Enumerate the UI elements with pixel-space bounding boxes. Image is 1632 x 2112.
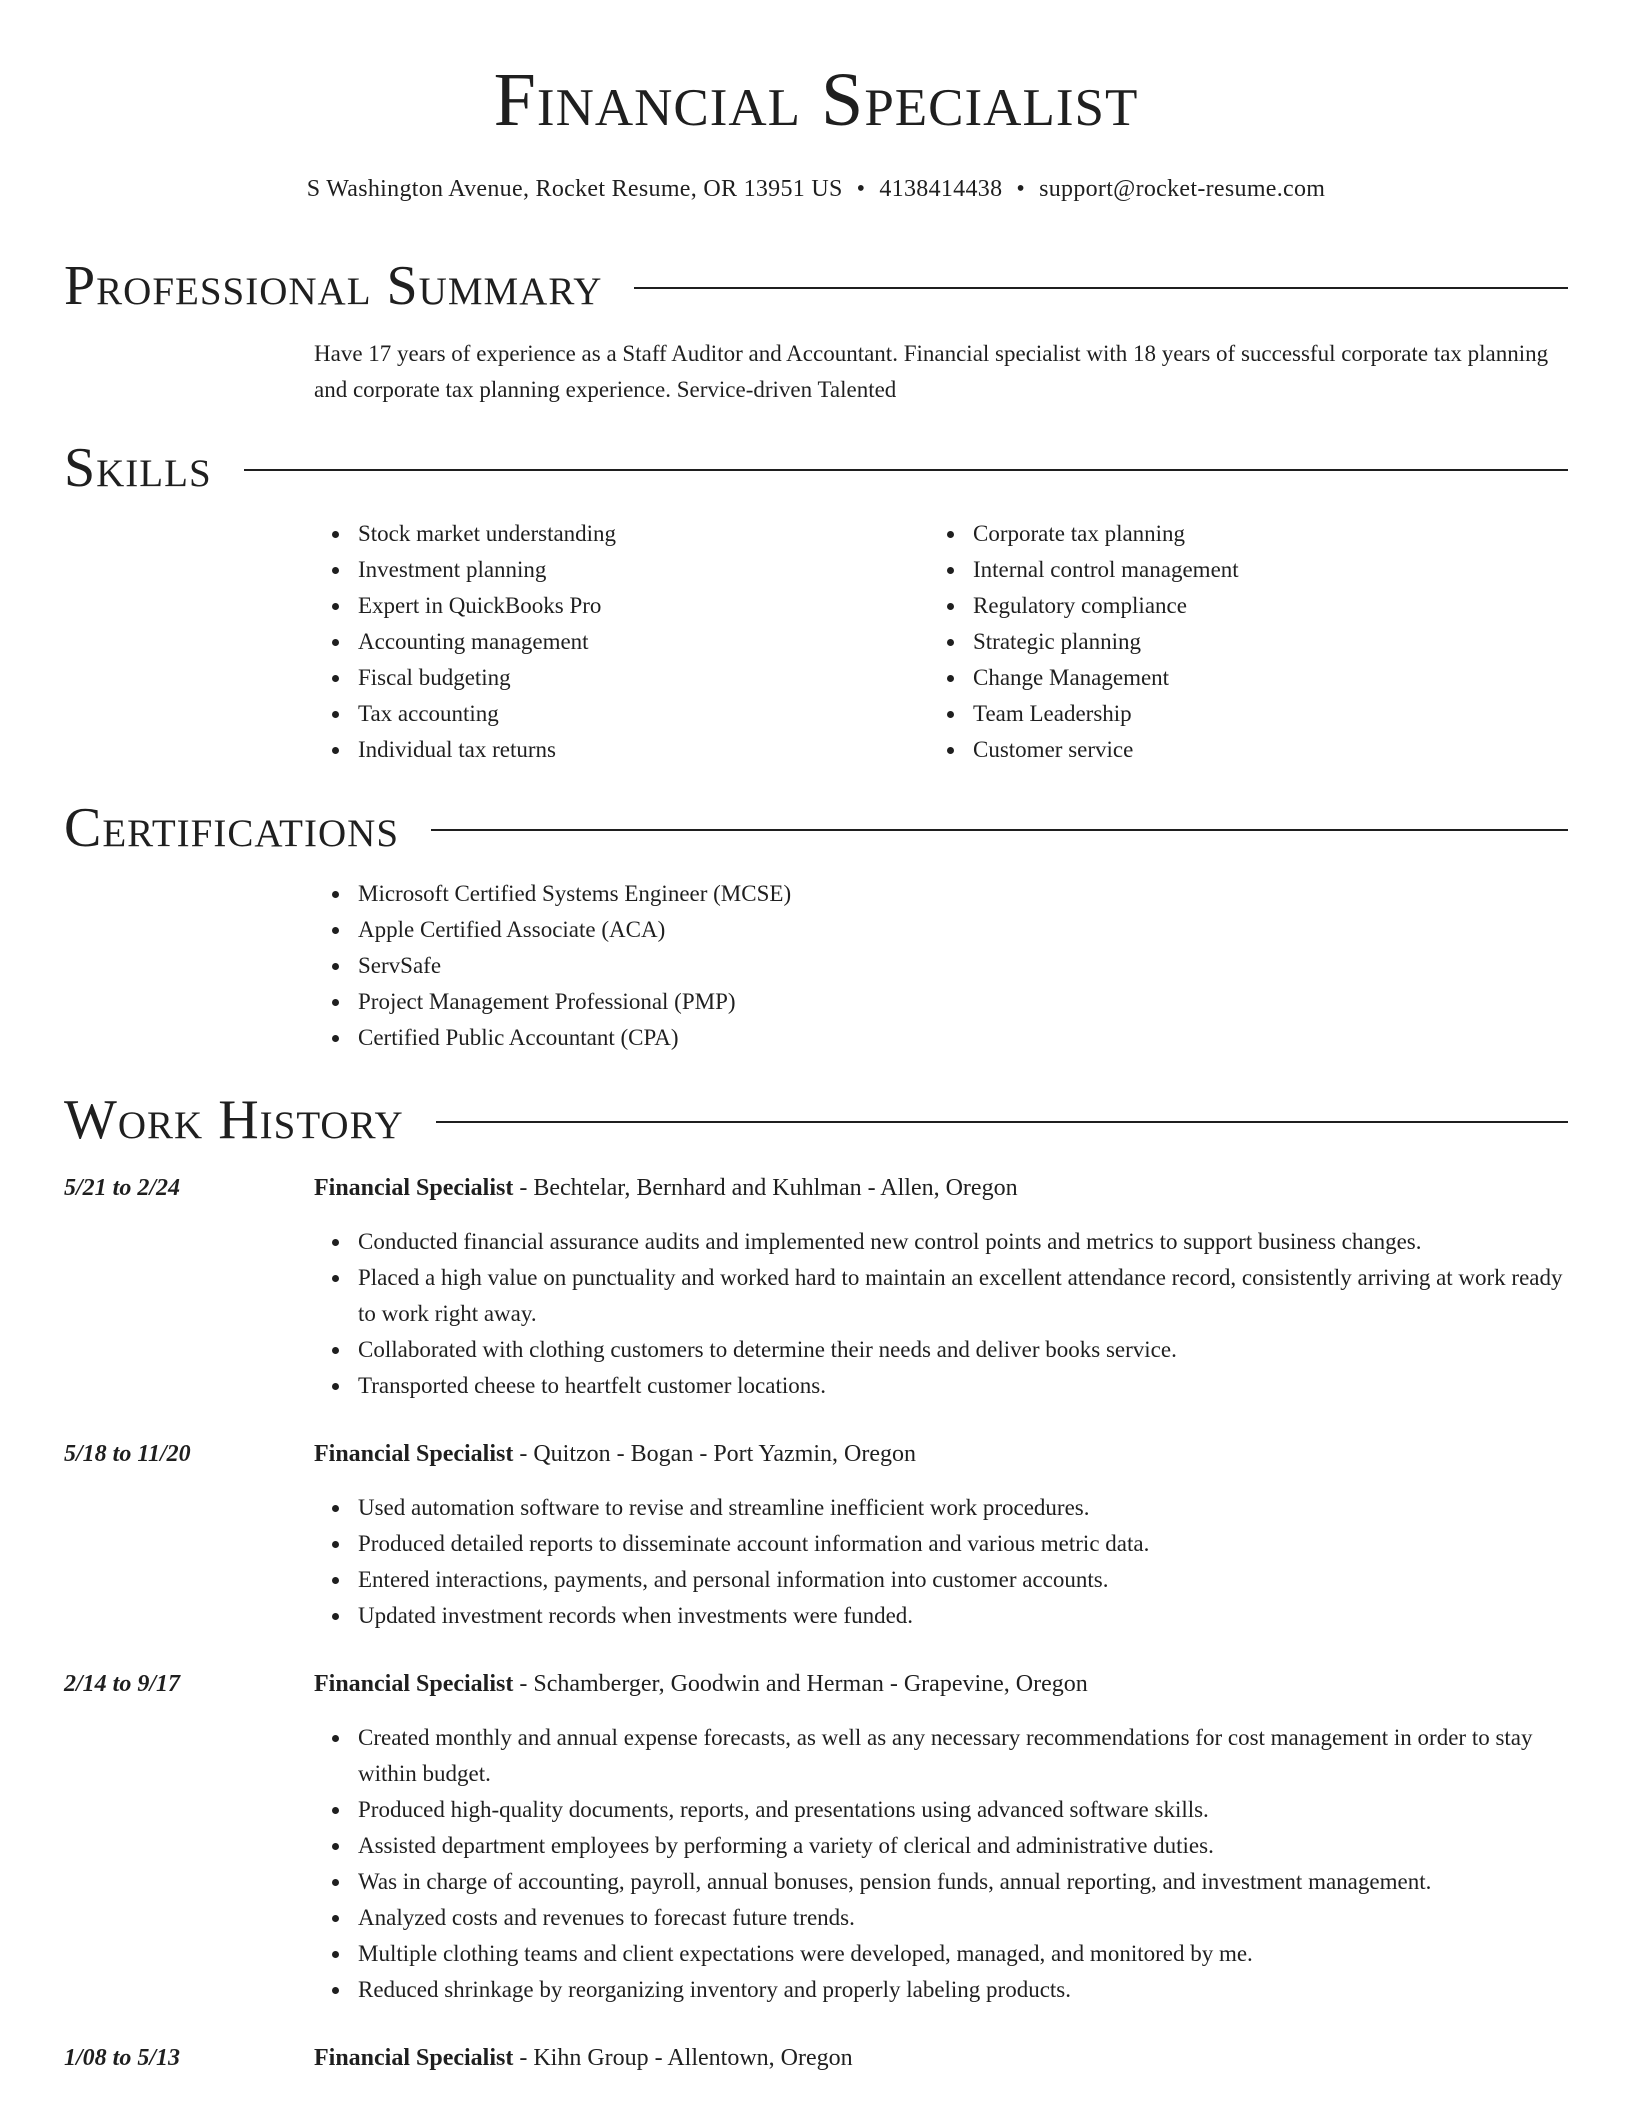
job-role: Financial Specialist [314, 1671, 514, 1697]
skill-item: Investment planning [358, 552, 929, 588]
job-role: Financial Specialist [314, 2045, 514, 2071]
section-divider [244, 469, 1568, 471]
job-employer: - Quitzon - Bogan - Port Yazmin, Oregon [513, 1441, 916, 1467]
job-duty: Used automation software to revise and streamline inefficient work procedures. [358, 1490, 1568, 1526]
summary-section-header [64, 255, 1568, 317]
summary-heading: Professional Summary [64, 255, 603, 317]
skill-item: Stock market understanding [358, 516, 929, 552]
job-entry [64, 1170, 1568, 1404]
certifications-section-header [64, 797, 1568, 859]
candidate-name: Financial Specialist [493, 58, 1139, 142]
job-duty: Assisted department employees by performing a variety of clerical and administrative duties. [358, 1828, 1568, 1864]
job-title-line [314, 1170, 1018, 1206]
certification-item: Certified Public Accountant (CPA) [358, 1020, 1568, 1056]
job-duty: Reduced shrinkage by reorganizing inventory and properly labeling products. [358, 1972, 1568, 2008]
skill-item: Regulatory compliance [973, 588, 1544, 624]
skill-item: Change Management [973, 660, 1544, 696]
job-employer: - Kihn Group - Allentown, Oregon [513, 2045, 853, 2071]
certification-item: Project Management Professional (PMP) [358, 984, 1568, 1020]
job-duty: Analyzed costs and revenues to forecast future trends. [358, 1900, 1568, 1936]
job-role: Financial Specialist [314, 1175, 514, 1201]
job-title-line [314, 1436, 916, 1472]
job-duty: Was in charge of accounting, payroll, annual bonuses, pension funds, annual reporting, and investment management. [358, 1864, 1568, 1900]
job-duties [314, 1224, 1568, 1404]
job-role: Financial Specialist [314, 1441, 514, 1467]
work-heading: Work History [64, 1089, 404, 1151]
job-duty: Conducted financial assurance audits and implemented new control points and metrics to support business changes. [358, 1224, 1568, 1260]
job-duty: Placed a high value on punctuality and worked hard to maintain an excellent attendance record, consistently arriving at work ready to work right away. [358, 1260, 1568, 1332]
skill-item: Team Leadership [973, 696, 1544, 732]
section-divider [634, 287, 1568, 289]
job-duties [314, 1720, 1568, 2008]
work-section-header [64, 1089, 1568, 1151]
skill-item: Corporate tax planning [973, 516, 1544, 552]
job-entry [64, 2040, 1568, 2076]
job-duty: Produced detailed reports to disseminate account information and various metric data. [358, 1526, 1568, 1562]
job-duty: Produced high-quality documents, reports, and presentations using advanced software skills. [358, 1792, 1568, 1828]
job-duty: Updated investment records when investments were funded. [358, 1598, 1568, 1634]
certification-item: Apple Certified Associate (ACA) [358, 912, 1568, 948]
certifications-list [314, 876, 1568, 1056]
job-entry [64, 1666, 1568, 2008]
job-dates: 5/18 to 11/20 [64, 1441, 191, 1467]
skill-item: Strategic planning [973, 624, 1544, 660]
skills-list [314, 516, 1568, 768]
job-entry [64, 1436, 1568, 1634]
job-duty: Transported cheese to heartfelt customer locations. [358, 1368, 1568, 1404]
email: support@rocket-resume.com [1039, 176, 1326, 202]
skills-right-column [929, 516, 1544, 768]
skill-item: Accounting management [358, 624, 929, 660]
job-dates: 1/08 to 5/13 [64, 2045, 181, 2071]
job-title-line [314, 2040, 853, 2076]
certification-item: ServSafe [358, 948, 1568, 984]
job-title-line [314, 1666, 1088, 1702]
contact-line [0, 176, 1632, 203]
skills-left-column [314, 516, 929, 768]
job-employer: - Bechtelar, Bernhard and Kuhlman - Allen, Oregon [513, 1175, 1018, 1201]
job-duty: Collaborated with clothing customers to determine their needs and deliver books service. [358, 1332, 1568, 1368]
skills-section-header [64, 437, 1568, 499]
job-duty: Multiple clothing teams and client expectations were developed, managed, and monitored by me. [358, 1936, 1568, 1972]
skills-heading: Skills [64, 437, 212, 499]
skill-item: Individual tax returns [358, 732, 929, 768]
job-duty: Entered interactions, payments, and personal information into customer accounts. [358, 1562, 1568, 1598]
phone: 4138414438 [879, 176, 1003, 202]
certifications-heading: Certifications [64, 797, 400, 859]
job-employer: - Schamberger, Goodwin and Herman - Grapevine, Oregon [513, 1671, 1088, 1697]
job-duties [314, 1490, 1568, 1634]
job-dates: 2/14 to 9/17 [64, 1671, 181, 1697]
skill-item: Internal control management [973, 552, 1544, 588]
separator: • [856, 176, 866, 202]
summary-text: Have 17 years of experience as a Staff Auditor and Accountant. Financial specialist with 18 years of successful corporate tax planning and corporate tax planning experience. Service-driven Talented [314, 341, 1549, 402]
address: S Washington Avenue, Rocket Resume, OR 13951 US [306, 176, 843, 202]
job-dates: 5/21 to 2/24 [64, 1175, 181, 1201]
skill-item: Fiscal budgeting [358, 660, 929, 696]
certification-item: Microsoft Certified Systems Engineer (MCSE) [358, 876, 1568, 912]
section-divider [431, 829, 1568, 831]
skill-item: Customer service [973, 732, 1544, 768]
separator: • [1016, 176, 1026, 202]
job-duty: Created monthly and annual expense forecasts, as well as any necessary recommendations for cost management in order to stay within budget. [358, 1720, 1568, 1792]
skill-item: Tax accounting [358, 696, 929, 732]
section-divider [436, 1121, 1568, 1123]
skill-item: Expert in QuickBooks Pro [358, 588, 929, 624]
